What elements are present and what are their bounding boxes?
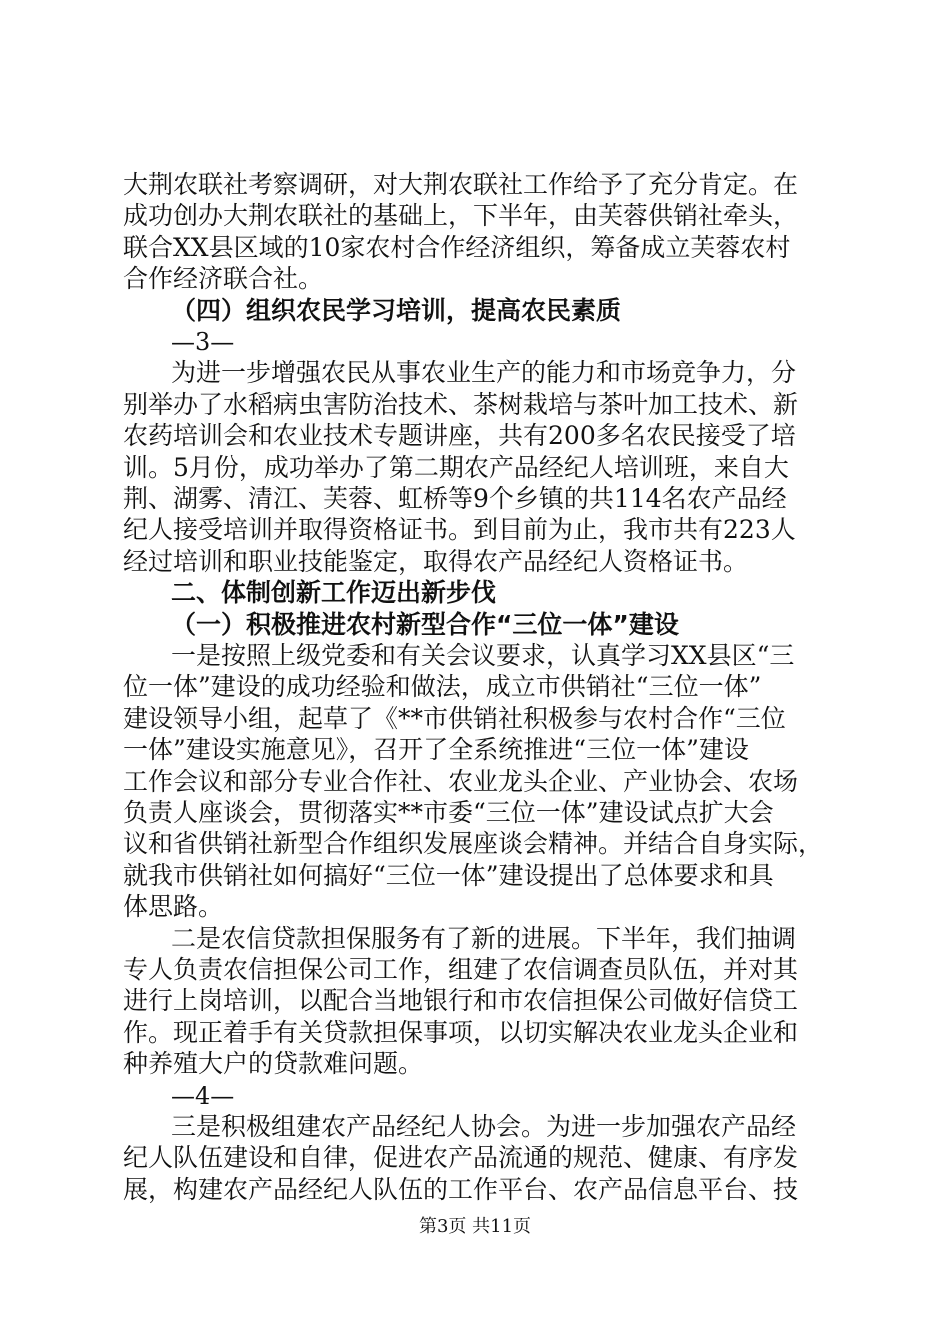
body-text-line: 大荆农联社考察调研，对大荆农联社工作给予了充分肯定。在	[123, 170, 799, 199]
body-text-line: 种养殖大户的贷款难问题。	[123, 1049, 424, 1078]
body-text-line: 联合XX县区域的10家农村合作经济组织，筹备成立芙蓉农村	[123, 233, 791, 262]
body-text-line: 就我市供销社如何搞好“三位一体”建设提出了总体要求和具	[123, 861, 774, 890]
section-heading-1: （一）积极推进农村新型合作“三位一体”建设	[171, 610, 679, 639]
body-text-line: 负责人座谈会，贯彻落实**市委“三位一体”建设试点扩大会	[123, 798, 774, 827]
chapter-heading-2: 二、体制创新工作迈出新步伐	[171, 578, 497, 607]
body-text-line: 一是按照上级党委和有关会议要求，认真学习XX县区“三	[171, 641, 795, 670]
page-marker-4: —4—	[171, 1082, 235, 1110]
body-text-line: 工作会议和部分专业合作社、农业龙头企业、产业协会、农场	[123, 767, 799, 796]
body-text-line: 训。5月份，成功举办了第二期农产品经纪人培训班，来自大	[123, 453, 789, 482]
body-text-line: 进行上岗培训，以配合当地银行和市农信担保公司做好信贷工	[123, 986, 799, 1015]
body-text-line: 为进一步增强农民从事农业生产的能力和市场竞争力，分	[171, 358, 797, 387]
body-text-line: 一体”建设实施意见》，召开了全系统推进“三位一体”建设	[123, 735, 749, 764]
body-text-line: 作。现正着手有关贷款担保事项，以切实解决农业龙头企业和	[123, 1018, 799, 1047]
body-text-line: 二是农信贷款担保服务有了新的进展。下半年，我们抽调	[171, 924, 797, 953]
body-text-line: 合作经济联合社。	[123, 264, 324, 293]
body-text-line: 展，构建农产品经纪人队伍的工作平台、农产品信息平台、技	[123, 1175, 799, 1204]
body-text-line: 纪人队伍建设和自律，促进农产品流通的规范、健康、有序发	[123, 1143, 799, 1172]
page-marker-3: —3—	[171, 328, 235, 356]
body-text-line: 位一体”建设的成功经验和做法，成立市供销社“三位一体”	[123, 672, 762, 701]
body-text-line: 纪人接受培训并取得资格证书。到目前为止，我市共有223人	[123, 515, 796, 544]
body-text-line: 体思路。	[123, 892, 224, 921]
body-text-line: 别举办了水稻病虫害防治技术、茶树栽培与茶叶加工技术、新	[123, 390, 799, 419]
body-text-line: 荆、湖雾、清江、芙蓉、虹桥等9个乡镇的共114名农产品经	[123, 484, 787, 513]
body-text-line: 建设领导小组，起草了《**市供销社积极参与农村合作“三位	[123, 704, 786, 733]
body-text-line: 经过培训和职业技能鉴定，取得农产品经纪人资格证书。	[123, 547, 749, 576]
body-text-line: 成功创办大荆农联社的基础上，下半年，由芙蓉供销社牵头，	[123, 201, 799, 230]
body-text-line: 农药培训会和农业技术专题讲座，共有200多名农民接受了培	[123, 421, 796, 450]
body-text-line: 议和省供销社新型合作组织发展座谈会精神。并结合自身实际，	[123, 829, 824, 858]
page-footer: 第3页 共11页	[418, 1216, 532, 1237]
body-text-line: 三是积极组建农产品经纪人协会。为进一步加强农产品经	[171, 1112, 797, 1141]
section-heading-4: （四）组织农民学习培训，提高农民素质	[171, 296, 622, 325]
body-text-line: 专人负责农信担保公司工作，组建了农信调查员队伍，并对其	[123, 955, 799, 984]
